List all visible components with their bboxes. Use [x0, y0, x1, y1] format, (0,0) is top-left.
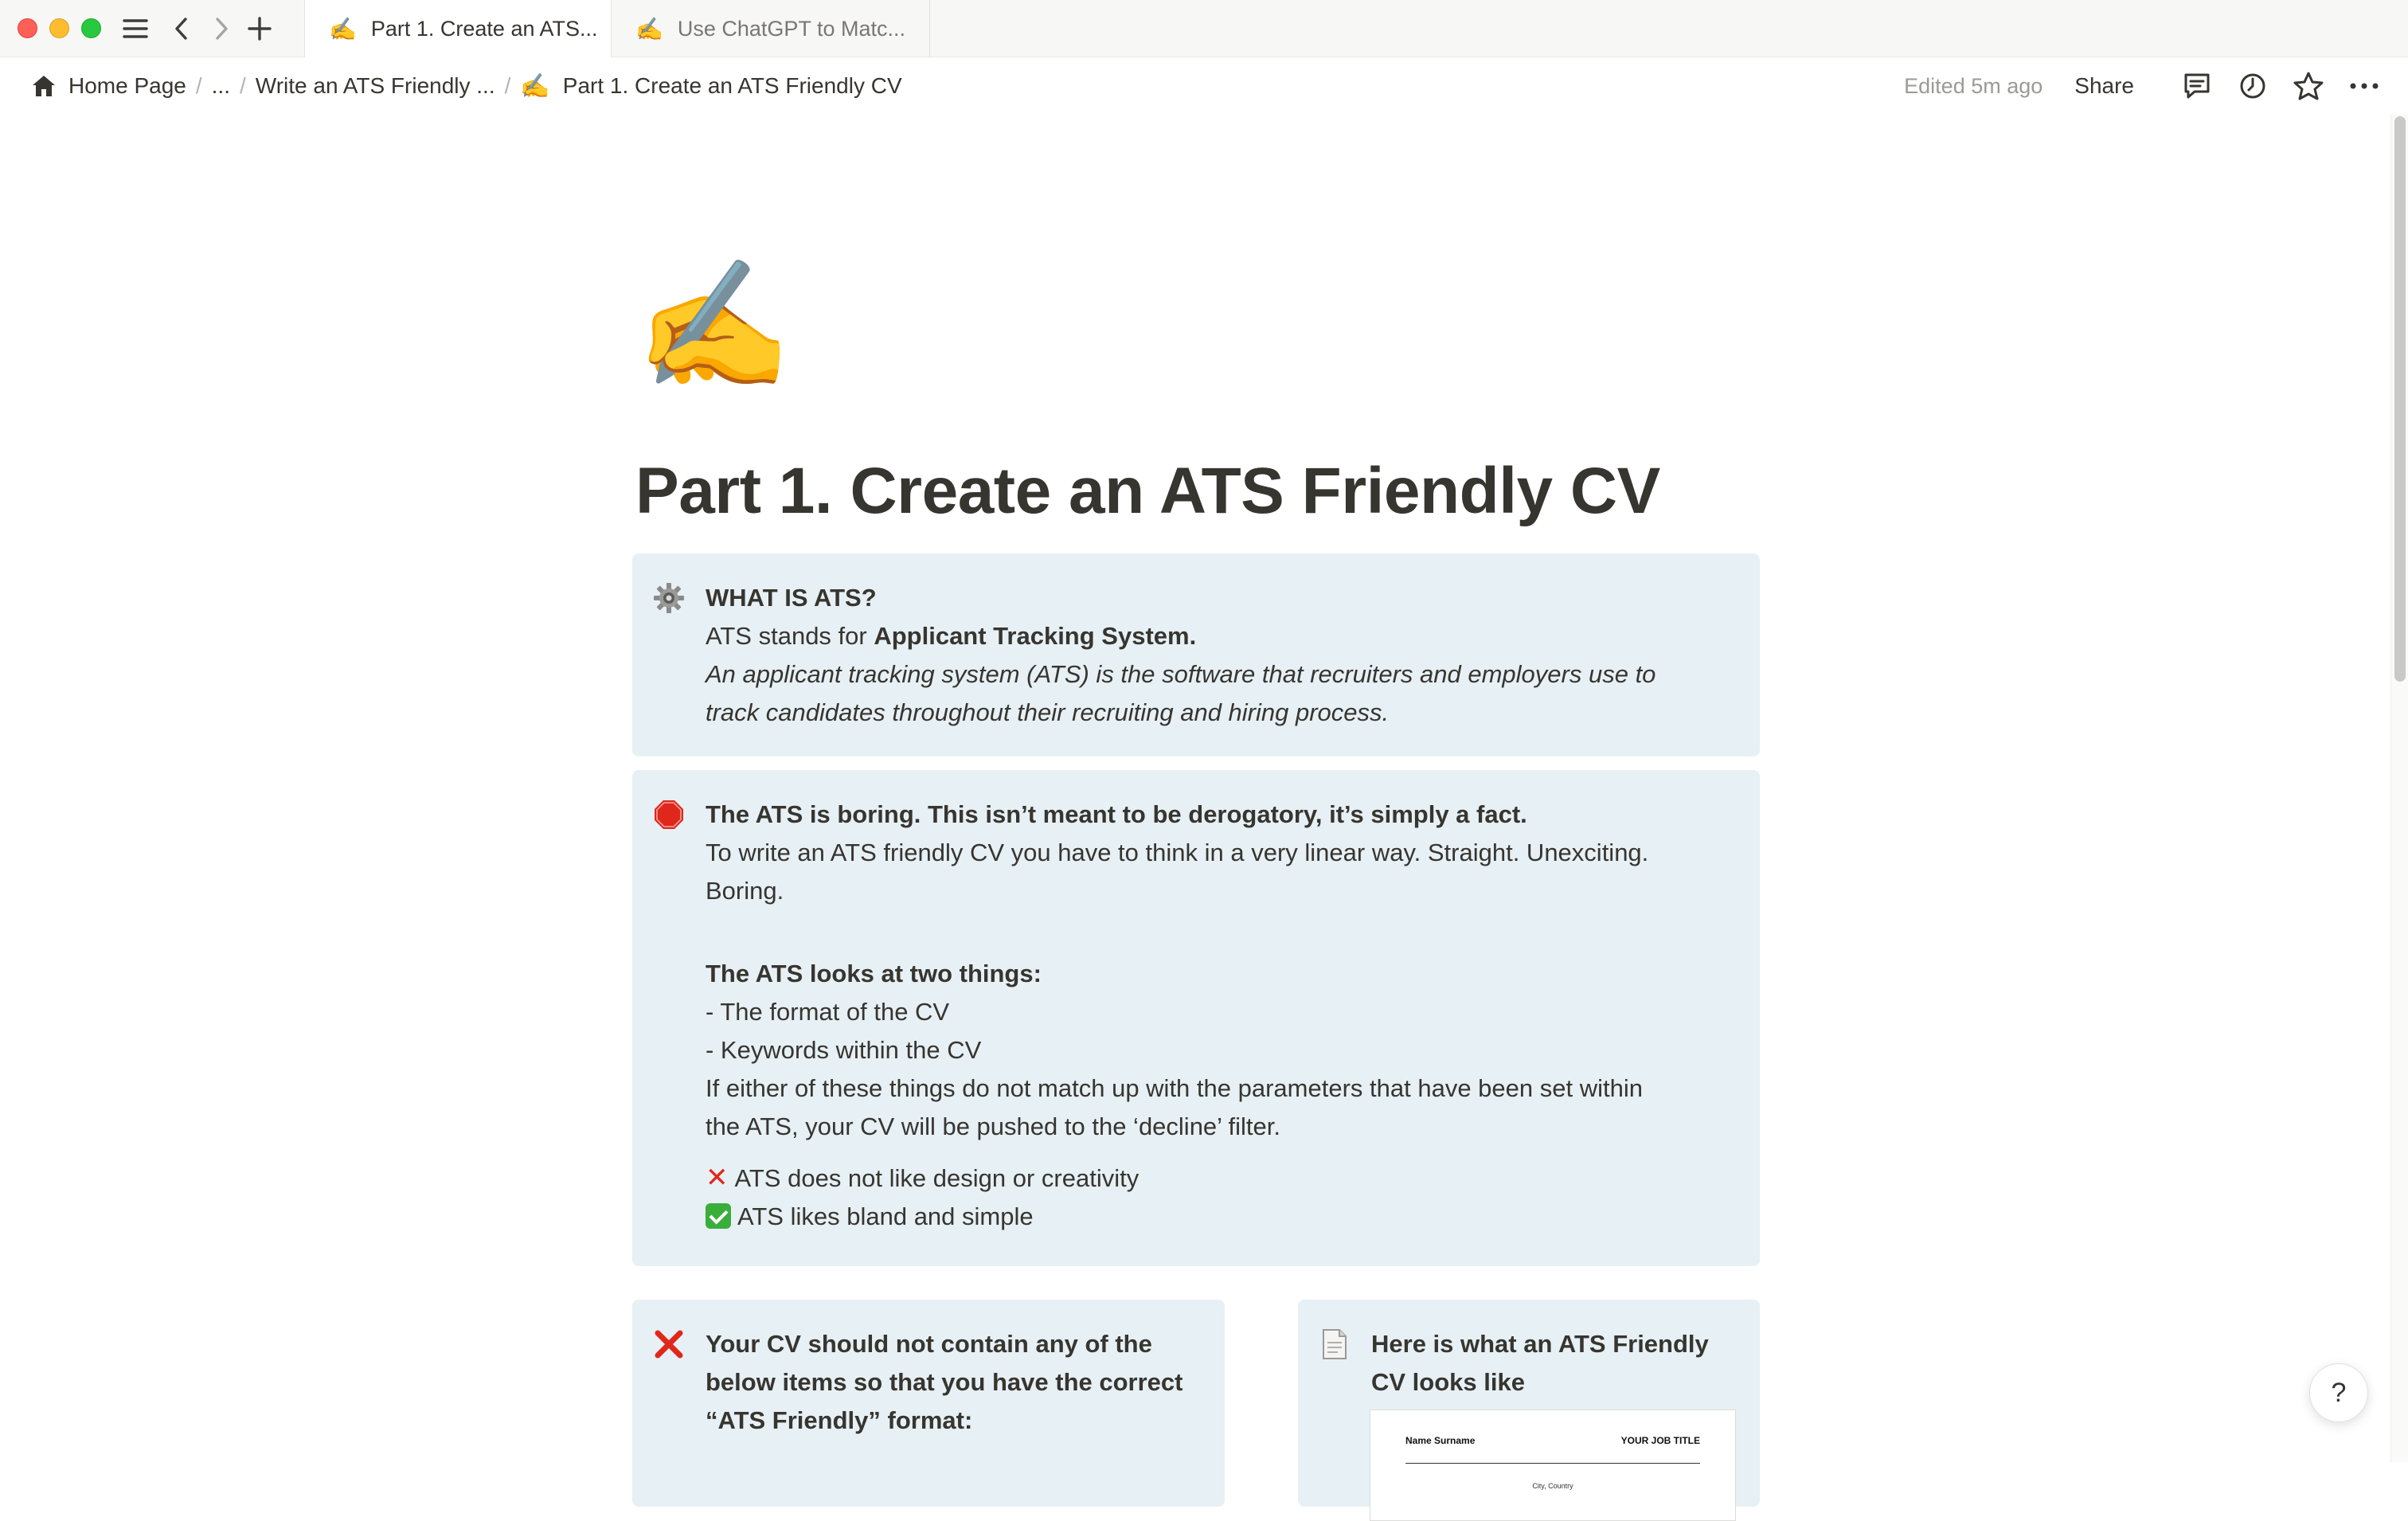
callout-heading-line: Your CV should not contain any of the: [706, 1330, 1152, 1358]
comment-icon[interactable]: [2177, 66, 2217, 106]
callout-text-line: To write an ATS friendly CV you have to think in a very linear way. Straight. Unexciting.: [706, 839, 1649, 866]
callout-heading-line: Here is what an ATS Friendly: [1371, 1330, 1709, 1358]
more-options-icon[interactable]: [2344, 66, 2384, 106]
cv-preview-image[interactable]: [1370, 1410, 1736, 1521]
cv-preview-location: City, Country: [1532, 1482, 1573, 1490]
back-arrow-icon[interactable]: [164, 11, 199, 46]
zoom-window-button[interactable]: [81, 18, 101, 38]
tab-label: Part 1. Create an ATS...: [370, 16, 598, 41]
breadcrumb-parent[interactable]: [249, 70, 502, 102]
like-line: [706, 1198, 1728, 1236]
gear-icon: [651, 581, 686, 616]
callout-subheading: The ATS looks at two things:: [706, 960, 1042, 987]
breadcrumb-home-label: Home Page: [68, 73, 186, 98]
ats-definition-line: track candidates throughout their recruiting and hiring process.: [706, 698, 1390, 726]
callout-ats-is-boring[interactable]: [632, 770, 1760, 1266]
writing-hand-icon: ✍️: [520, 72, 550, 100]
breadcrumb: [24, 57, 909, 115]
cv-preview-name: Name Surname: [1405, 1435, 1476, 1446]
callout-heading: WHAT IS ATS?: [706, 584, 877, 612]
ats-definition-short: [706, 617, 1728, 655]
breadcrumb-ellipsis[interactable]: [205, 70, 236, 102]
page-icon-writing-hand[interactable]: ✍️: [635, 256, 792, 396]
callout-example-cv[interactable]: [1298, 1300, 1760, 1507]
ats-definition-line: An applicant tracking system (ATS) is the software that recruiters and employers use to: [706, 660, 1656, 688]
callout-text-line: Boring.: [706, 877, 784, 905]
minimize-window-button[interactable]: [49, 18, 69, 38]
tab-part-1[interactable]: [304, 0, 612, 57]
spacer: [706, 910, 1728, 955]
list-item: - The format of the CV: [706, 998, 950, 1026]
edited-timestamp: Edited 5m ago: [1904, 73, 2043, 98]
breadcrumb-current[interactable]: [514, 69, 908, 104]
check-mark-icon: [706, 1203, 731, 1229]
page-tools: [1904, 57, 2384, 115]
sidebar-toggle-icon[interactable]: [118, 11, 153, 46]
callout-should-not-contain[interactable]: [632, 1300, 1225, 1507]
forward-arrow-icon[interactable]: [204, 11, 239, 46]
help-button[interactable]: ?: [2309, 1363, 2368, 1422]
breadcrumb-home[interactable]: [24, 70, 193, 102]
writing-hand-icon: ✍️: [635, 16, 663, 41]
breadcrumb-separator: /: [240, 73, 246, 98]
list-item: - Keywords within the CV: [706, 1036, 982, 1064]
tab-use-chatgpt[interactable]: [612, 0, 930, 57]
close-window-button[interactable]: [18, 18, 37, 38]
breadcrumb-ellipsis-label: ...: [211, 73, 230, 98]
callout-text-line: the ATS, your CV will be pushed to the ‘decline’ filter.: [706, 1112, 1280, 1140]
ats-full-name: Applicant Tracking System.: [874, 622, 1197, 650]
top-bar: [0, 57, 2408, 115]
like-text: ATS likes bland and simple: [737, 1202, 1034, 1230]
favorite-star-icon[interactable]: [2289, 66, 2328, 106]
spacer: [706, 1146, 1728, 1159]
writing-hand-icon: ✍️: [329, 16, 357, 41]
cross-mark-icon: ✕: [706, 1163, 729, 1193]
callout-heading-line: below items so that you have the correct: [706, 1368, 1183, 1396]
dislike-line: [706, 1159, 1728, 1198]
home-icon: [30, 73, 57, 99]
page-title[interactable]: Part 1. Create an ATS Friendly CV: [635, 455, 1660, 527]
callout-heading-line: CV looks like: [1371, 1368, 1525, 1396]
callout-text-line: If either of these things do not match up with the parameters that have been set within: [706, 1074, 1643, 1102]
breadcrumb-separator: /: [504, 73, 511, 98]
breadcrumb-current-label: Part 1. Create an ATS Friendly CV: [562, 73, 902, 98]
cross-mark-icon: [651, 1327, 686, 1362]
breadcrumb-parent-label: Write an ATS Friendly ...: [255, 73, 495, 98]
cv-preview-header: [1405, 1421, 1700, 1464]
callout-heading: The ATS is boring. This isn’t meant to be derogatory, it’s simply a fact.: [706, 800, 1527, 828]
title-bar: [0, 0, 2408, 57]
dislike-text: ATS does not like design or creativity: [734, 1164, 1140, 1192]
callout-what-is-ats[interactable]: [632, 553, 1760, 757]
new-tab-plus-icon[interactable]: [242, 11, 277, 46]
cv-preview-job-title: YOUR JOB TITLE: [1620, 1435, 1700, 1446]
tab-label: Use ChatGPT to Matc...: [677, 16, 905, 41]
history-clock-icon[interactable]: [2233, 66, 2273, 106]
scrollbar-thumb[interactable]: [2394, 116, 2406, 682]
share-button[interactable]: Share: [2074, 73, 2134, 98]
callout-heading-line: “ATS Friendly” format:: [706, 1406, 973, 1434]
page-document-icon: [1317, 1327, 1352, 1362]
stop-sign-icon: [651, 797, 686, 832]
ats-prefix-text: ATS stands for: [706, 622, 874, 650]
breadcrumb-separator: /: [195, 73, 202, 98]
